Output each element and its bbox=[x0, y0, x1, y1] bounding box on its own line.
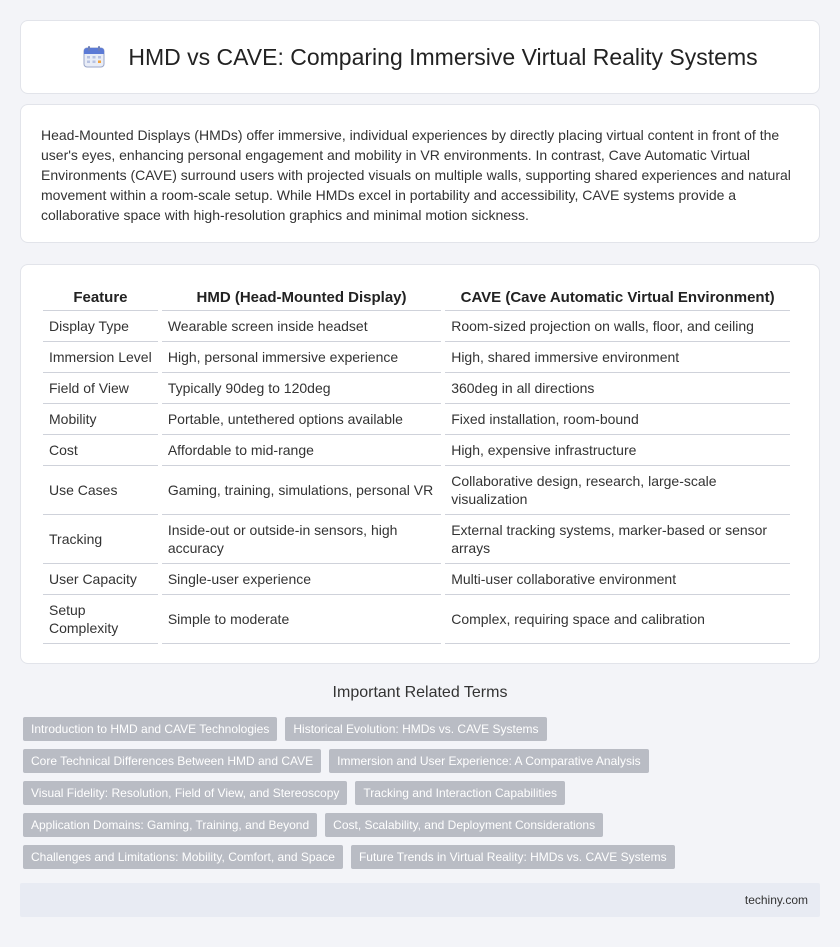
table-row bbox=[43, 564, 790, 595]
related-term-tag[interactable]: Future Trends in Virtual Reality: HMDs vs. CAVE Systems bbox=[351, 845, 675, 869]
hmd-cell: High, personal immersive experience bbox=[162, 342, 441, 373]
table-row bbox=[43, 311, 790, 342]
table-row bbox=[43, 435, 790, 466]
table-row bbox=[43, 404, 790, 435]
hmd-cell: Portable, untethered options available bbox=[162, 404, 441, 435]
cave-cell: Room-sized projection on walls, floor, and ceiling bbox=[445, 311, 790, 342]
related-term-tag[interactable]: Core Technical Differences Between HMD and CAVE bbox=[23, 749, 321, 773]
cave-cell: Fixed installation, room-bound bbox=[445, 404, 790, 435]
related-term-tag[interactable]: Cost, Scalability, and Deployment Considerations bbox=[325, 813, 603, 837]
table-row bbox=[43, 466, 790, 515]
hmd-cell: Inside-out or outside-in sensors, high accuracy bbox=[162, 515, 441, 564]
related-term-tag[interactable]: Visual Fidelity: Resolution, Field of View, and Stereoscopy bbox=[23, 781, 347, 805]
table-header-row bbox=[43, 285, 790, 311]
cave-cell: High, shared immersive environment bbox=[445, 342, 790, 373]
column-header: HMD (Head-Mounted Display) bbox=[162, 285, 441, 311]
feature-cell: Mobility bbox=[43, 404, 158, 435]
related-term-tag[interactable]: Immersion and User Experience: A Comparative Analysis bbox=[329, 749, 648, 773]
table-row bbox=[43, 515, 790, 564]
feature-cell: Field of View bbox=[43, 373, 158, 404]
footer-site-link[interactable]: techiny.com bbox=[744, 893, 808, 907]
intro-card bbox=[20, 104, 820, 243]
footer bbox=[20, 883, 820, 917]
related-term-tag[interactable]: Application Domains: Gaming, Training, and Beyond bbox=[23, 813, 317, 837]
feature-cell: Setup Complexity bbox=[43, 595, 158, 644]
column-header: Feature bbox=[43, 285, 158, 311]
feature-cell: Tracking bbox=[43, 515, 158, 564]
related-terms-title: Important Related Terms bbox=[332, 684, 508, 701]
table-row bbox=[43, 373, 790, 404]
feature-cell: Display Type bbox=[43, 311, 158, 342]
column-header: CAVE (Cave Automatic Virtual Environment) bbox=[445, 285, 790, 311]
hmd-cell: Gaming, training, simulations, personal VR bbox=[162, 466, 441, 515]
cave-cell: External tracking systems, marker-based or sensor arrays bbox=[445, 515, 790, 564]
feature-cell: Cost bbox=[43, 435, 158, 466]
cave-cell: Collaborative design, research, large-scale visualization bbox=[445, 466, 790, 515]
feature-cell: Immersion Level bbox=[43, 342, 158, 373]
related-term-tag[interactable]: Challenges and Limitations: Mobility, Comfort, and Space bbox=[23, 845, 343, 869]
hmd-cell: Typically 90deg to 120deg bbox=[162, 373, 441, 404]
comparison-table-card bbox=[20, 264, 820, 664]
hmd-cell: Wearable screen inside headset bbox=[162, 311, 441, 342]
calendar-icon bbox=[82, 45, 106, 69]
related-terms-list bbox=[23, 717, 823, 877]
page-title-text: HMD vs CAVE: Comparing Immersive Virtual Reality Systems bbox=[128, 43, 758, 70]
header-card bbox=[20, 20, 820, 94]
hmd-cell: Single-user experience bbox=[162, 564, 441, 595]
comparison-table bbox=[39, 285, 794, 644]
table-row bbox=[43, 595, 790, 644]
intro-paragraph: Head-Mounted Displays (HMDs) offer immersive, individual experiences by directly placing virtual content in front of the user's eyes, enhancing personal engagement and mobility in VR environments. In contrast, Cave Automatic Virtual Environments (CAVE) surround users with projected visuals on multiple walls, supporting shared experiences and natural movement within a room-scale setup. While HMDs excel in portability and accessibility, CAVE systems provide a collaborative space with high-resolution graphics and minimal motion sickness. bbox=[41, 127, 791, 223]
cave-cell: 360deg in all directions bbox=[445, 373, 790, 404]
related-term-tag[interactable]: Tracking and Interaction Capabilities bbox=[355, 781, 565, 805]
cave-cell: High, expensive infrastructure bbox=[445, 435, 790, 466]
feature-cell: Use Cases bbox=[43, 466, 158, 515]
page-title bbox=[82, 44, 757, 71]
feature-cell: User Capacity bbox=[43, 564, 158, 595]
table-row bbox=[43, 342, 790, 373]
hmd-cell: Simple to moderate bbox=[162, 595, 441, 644]
related-term-tag[interactable]: Historical Evolution: HMDs vs. CAVE Systems bbox=[285, 717, 546, 741]
cave-cell: Multi-user collaborative environment bbox=[445, 564, 790, 595]
hmd-cell: Affordable to mid-range bbox=[162, 435, 441, 466]
cave-cell: Complex, requiring space and calibration bbox=[445, 595, 790, 644]
related-term-tag[interactable]: Introduction to HMD and CAVE Technologies bbox=[23, 717, 277, 741]
